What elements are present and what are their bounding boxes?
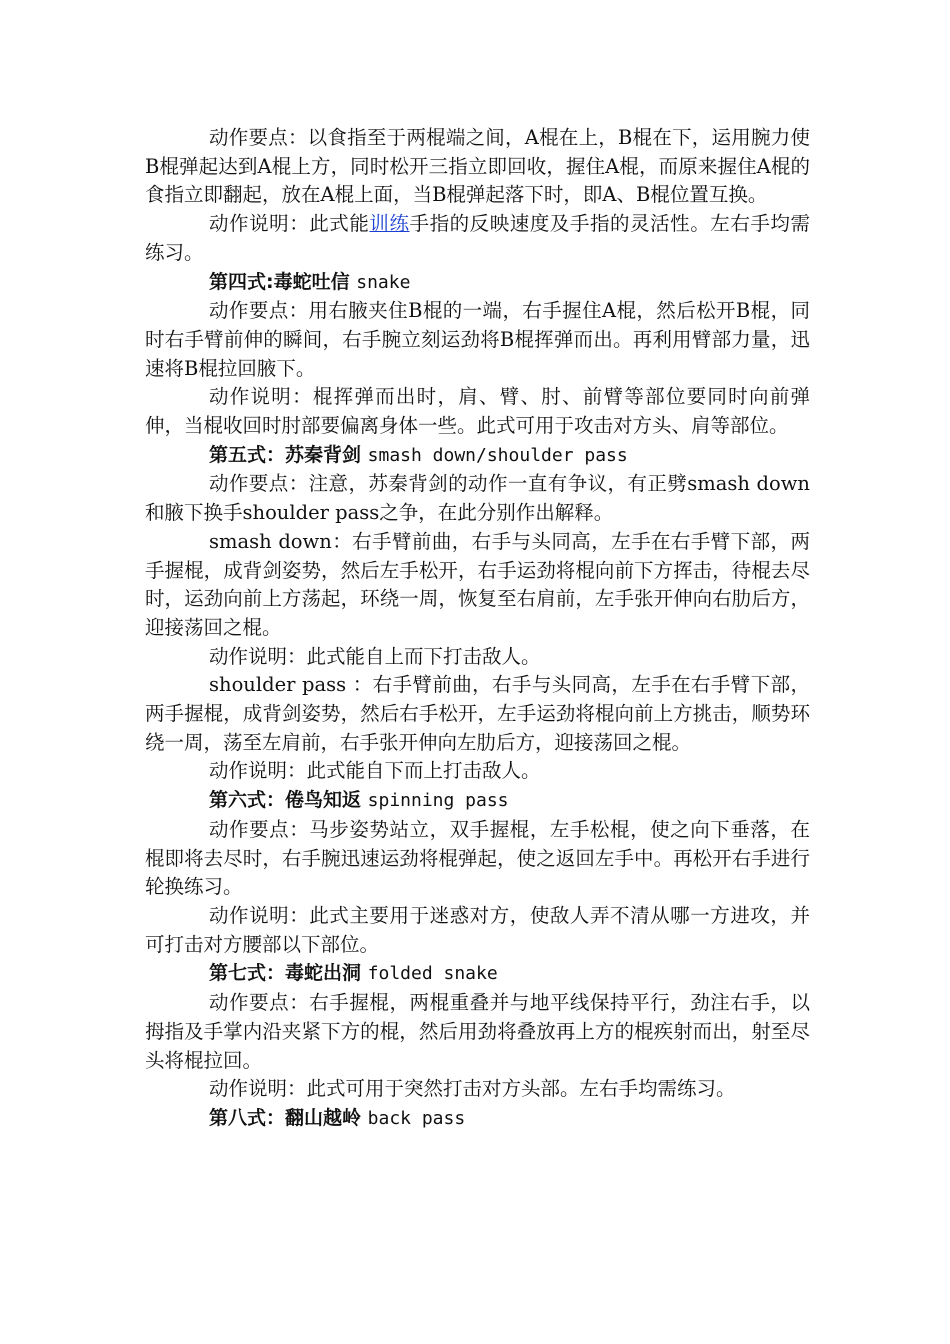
heading-en: folded snake [367,963,498,985]
heading-zh: 第六式：倦鸟知返 [209,789,362,812]
training-link[interactable]: 训练 [369,212,410,236]
text-before-link: 动作说明：此式能 [209,212,370,236]
heading-en: snake [356,271,411,293]
heading-zh: 第五式：苏秦背剑 [209,443,362,466]
paragraph-action-points-4: 动作要点：用右腋夹住B棍的一端，右手握住A棍，然后松开B棍，同时右手臂前伸的瞬间，右手腕立刻运劲将B棍挥弹而出。再利用臂部力量，迅速将B棍拉回腋下。 [145,299,810,380]
paragraph-action-notes-5a: 动作说明：此式能自上而下打击敌人。 [209,644,541,668]
paragraph-action-notes-6: 动作说明：此式主要用于迷惑对方，使敌人弄不清从哪一方进攻，并可打击对方腰部以下部位。 [145,903,810,956]
heading-en: back pass [367,1107,466,1129]
text-after-link: 手指的反映速度及手指的灵活性。左右手均需练习。 [145,212,810,264]
heading-form-4 [145,268,810,298]
paragraph-smash-down: smash down：右手臂前曲，右手与头同高，左手在右手臂下部，两手握棍，成背剑姿势，然后左手松开，右手运劲将棍向前下方挥击，待棍去尽时，运劲向前上方荡起，环绕一周，恢复至右肩前，左手张开伸向右肋后方，迎接荡回之棍。 [145,529,810,639]
heading-form-5 [145,441,810,471]
paragraph-action-notes-4: 动作说明：棍挥弹而出时，肩、臂、肘、前臂等部位要同时向前弹伸，当棍收回时肘部要偏离身体一些。此式可用于攻击对方头、肩等部位。 [145,385,810,438]
heading-zh: 第四式:毒蛇吐信 [209,270,350,293]
paragraph-action-notes-5b: 动作说明：此式能自下而上打击敌人。 [209,759,541,783]
heading-form-7 [145,959,810,989]
paragraph-action-points-3: 动作要点：以食指至于两棍端之间，A棍在上，B棍在下，运用腕力使B棍弹起达到A棍上方，同时松开三指立即回收，握住A棍，而原来握住A棍的食指立即翻起，放在A棍上面，当B棍弹起落下时，即A、B棍位置互换。 [145,126,810,207]
document-body [145,124,810,1134]
paragraph-action-points-5: 动作要点：注意，苏秦背剑的动作一直有争议，有正劈smash down和腋下换手shoulder pass之争，在此分别作出解释。 [145,472,810,525]
heading-en: smash down/shoulder pass [367,444,628,466]
heading-form-6 [145,786,810,816]
paragraph-action-notes-7: 动作说明：此式可用于突然打击对方头部。左右手均需练习。 [209,1077,736,1101]
heading-form-8 [145,1104,810,1134]
paragraph-shoulder-pass: shoulder pass ：右手臂前曲，右手与头同高，左手在右手臂下部，两手握棍，成背剑姿势，然后右手松开，左手运劲将棍向前上方挑击，顺势环绕一周，荡至左肩前，右手张开伸向左肋后方，迎接荡回之棍。 [145,673,810,754]
heading-zh: 第八式：翻山越岭 [209,1106,362,1129]
heading-zh: 第七式：毒蛇出洞 [209,962,362,985]
paragraph-action-points-6: 动作要点：马步姿势站立，双手握棍，左手松棍，使之向下垂落，在棍即将去尽时，右手腕迅速运劲将棍弹起，使之返回左手中。再松开右手进行轮换练习。 [145,817,810,899]
heading-en: spinning pass [367,790,509,812]
paragraph-action-points-7: 动作要点：右手握棍，两棍重叠并与地平线保持平行，劲注右手，以拇指及手掌内沿夹紧下方的棍，然后用劲将叠放再上方的棍疾射而出，射至尽头将棍拉回。 [145,991,810,1072]
paragraph-action-notes-3 [145,210,810,267]
